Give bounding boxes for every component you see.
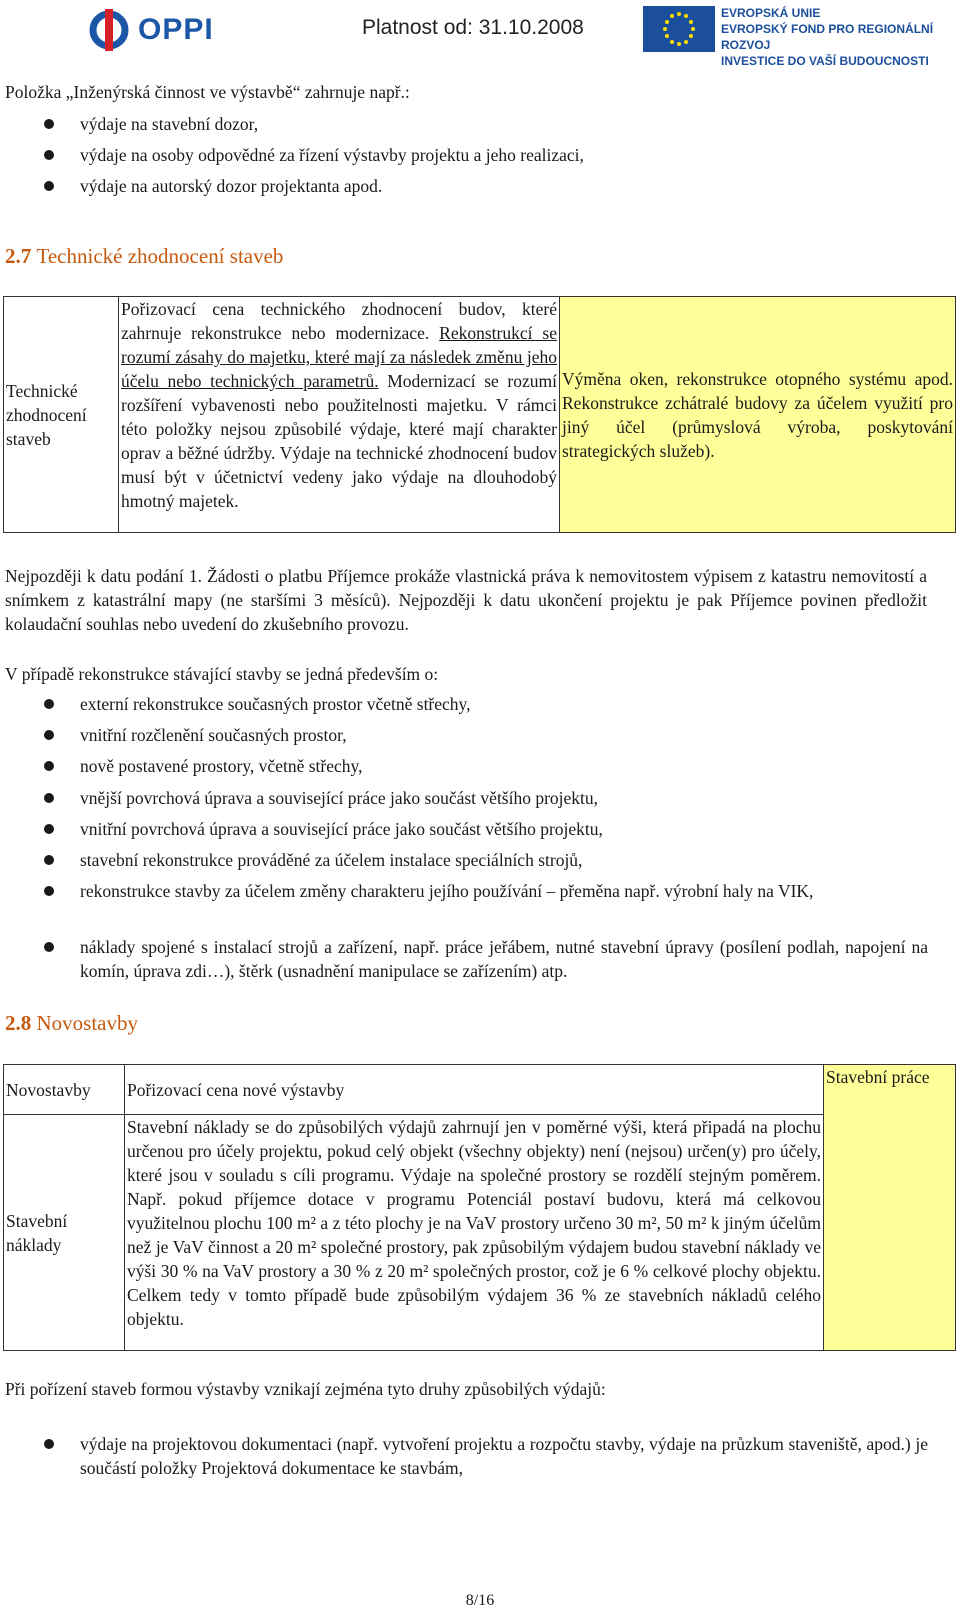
paragraph-reconstruction-intro: V případě rekonstrukce stávající stavby se jedná především o:: [5, 664, 439, 684]
list-item: stavební rekonstrukce prováděné za účelem instalace speciálních strojů,: [80, 850, 583, 870]
table-cell-label: Novostavby: [4, 1065, 125, 1115]
section-number: 2.7: [5, 244, 32, 268]
bullet-icon: [44, 1439, 54, 1449]
page-header: [0, 0, 960, 68]
oppi-logo-icon: [86, 7, 132, 53]
list-item: výdaje na autorský dozor projektanta apod.: [80, 176, 383, 196]
description-part: Modernizací se rozumí rozšíření vybavenosti nebo použitelnosti majetku. V rámci této položky nejsou způsobilé výdaje, které mají charakter oprav a běžné údržby. Výdaje na technické zhodnocení budov musí být v účetnictví vedeny jako výdaje na dlouhodobý hmotný majetek.: [121, 371, 557, 511]
section-title: Technické zhodnocení staveb: [36, 244, 284, 268]
eu-line: EVROPSKÝ FOND PRO REGIONÁLNÍ ROZVOJ: [721, 22, 934, 52]
list-item: vnitřní povrchová úprava a související práce jako součást většího projektu,: [80, 819, 603, 839]
table-cell-description: Pořizovací cena nové výstavby: [125, 1065, 824, 1115]
list-item: externí rekonstrukce současných prostor včetně střechy,: [80, 694, 471, 714]
list-item: výdaje na stavební dozor,: [80, 114, 259, 134]
table-cell-example: Stavební práce: [824, 1065, 956, 1351]
list-item: výdaje na osoby odpovědné za řízení výstavby projektu a jeho realizaci,: [80, 145, 584, 165]
section-heading-2-7: [5, 244, 283, 269]
technical-appraisal-table: [3, 296, 956, 533]
validity-date: Platnost od: 31.10.2008: [362, 16, 584, 39]
eu-text: [721, 5, 960, 69]
description-part: Pořizovací cena technického zhodnocení budov, které zahrnuje rekonstrukce nebo modernizace.: [121, 299, 557, 343]
section-heading-2-8: [5, 1011, 138, 1036]
eu-line: INVESTICE DO VAŠÍ BUDOUCNOSTI: [721, 54, 929, 68]
page-number: 8/16: [465, 1592, 495, 1609]
bullet-icon: [44, 730, 54, 740]
list-item: nově postavené prostory, včetně střechy,: [80, 756, 363, 776]
list-item: náklady spojené s instalací strojů a zařízení, např. práce jeřábem, nutné stavební úpravy (posílení podlah, napojení na komín, úprava zdi…), štěrk (usnadnění manipulace se zařízením) atp.: [80, 937, 928, 981]
section-number: 2.8: [5, 1011, 32, 1035]
table-cell-label: Technické zhodnocení staveb: [4, 297, 119, 533]
bullet-icon: [44, 886, 54, 896]
list-item: vnější povrchová úprava a související práce jako součást většího projektu,: [80, 788, 599, 808]
table-cell-description: Stavební náklady se do způsobilých výdajů zahrnují jen v poměrné výši, která připadá na plochu určenou pro účely projektu, pokud celý objekt (všechny objekty) není (nejsou) určen(y) pro účely, které jsou v souladu s cíli programu. Výdaje na společné prostory se rozdělí stejným poměrem. Např. pokud příjemce dotace v programu Potenciál postaví budovu, která má celkovou využitelnou plochu 100 m² a z této plochy je na VaV prostory určeno 30 m², 50 m² k jiným účelům než je VaV činnost a 20 m² společné prostory, pak způsobilým výdajem budou stavební náklady ve výši 30 % na VaV prostory a 30 % z 20 m² společných prostor, což je 6 % celkové plochy objektu. Celkem tedy v tomto případě bude způsobilým výdajem 36 % ze stavebních nákladů celého objektu.: [125, 1115, 824, 1351]
logo-text: OPPI: [138, 13, 214, 46]
intro-text: Položka „Inženýrská činnost ve výstavbě“ zahrnuje např.:: [5, 82, 410, 102]
eu-flag-icon: [643, 6, 715, 52]
table-cell-label: Stavební náklady: [4, 1115, 125, 1351]
table-cell-description: [119, 297, 560, 533]
bullet-icon: [44, 942, 54, 952]
eu-line: EVROPSKÁ UNIE: [721, 6, 821, 20]
bullet-icon: [44, 181, 54, 191]
list-item: rekonstrukce stavby za účelem změny charakteru jejího používání – přeměna např. výrobní haly na VIK,: [80, 881, 814, 901]
bullet-icon: [44, 150, 54, 160]
bullet-icon: [44, 761, 54, 771]
paragraph-ownership: Nejpozději k datu podání 1. Žádosti o platbu Příjemce prokáže vlastnická práva k nemovitostem výpisem z katastru nemovitostí a snímkem z katastrální mapy (ne staršími 3 měsíců). Nejpozději k datu ukončení projektu je pak Příjemce povinen předložit kolaudační souhlas nebo uvedení do zkušebního provozu.: [5, 566, 927, 634]
bullet-icon: [44, 699, 54, 709]
list-item: výdaje na projektovou dokumentaci (např. vytvoření projektu a rozpočtu stavby, výdaje na průzkum staveniště, apod.) je součástí položky Projektová dokumentace ke stavbám,: [80, 1434, 928, 1478]
paragraph-construction-costs: Při pořízení staveb formou výstavby vznikají zejména tyto druhy způsobilých výdajů:: [5, 1379, 606, 1399]
list-item: vnitřní rozčlenění současných prostor,: [80, 725, 347, 745]
bullet-icon: [44, 824, 54, 834]
section-title: Novostavby: [36, 1011, 138, 1035]
bullet-icon: [44, 855, 54, 865]
bullet-icon: [44, 793, 54, 803]
oppi-logo: [86, 6, 214, 54]
bullet-icon: [44, 119, 54, 129]
new-buildings-table: [3, 1064, 956, 1351]
description-underlined: Rekonstrukcí se rozumí zásahy do majetku, které mají za následek změnu jeho účelu nebo technických parametrů.: [121, 323, 557, 391]
table-cell-example: Výměna oken, rekonstrukce otopného systému apod. Rekonstrukce zchátralé budovy za účelem využití pro jiný účel (průmyslová výroba, poskytování strategických služeb).: [560, 297, 956, 533]
